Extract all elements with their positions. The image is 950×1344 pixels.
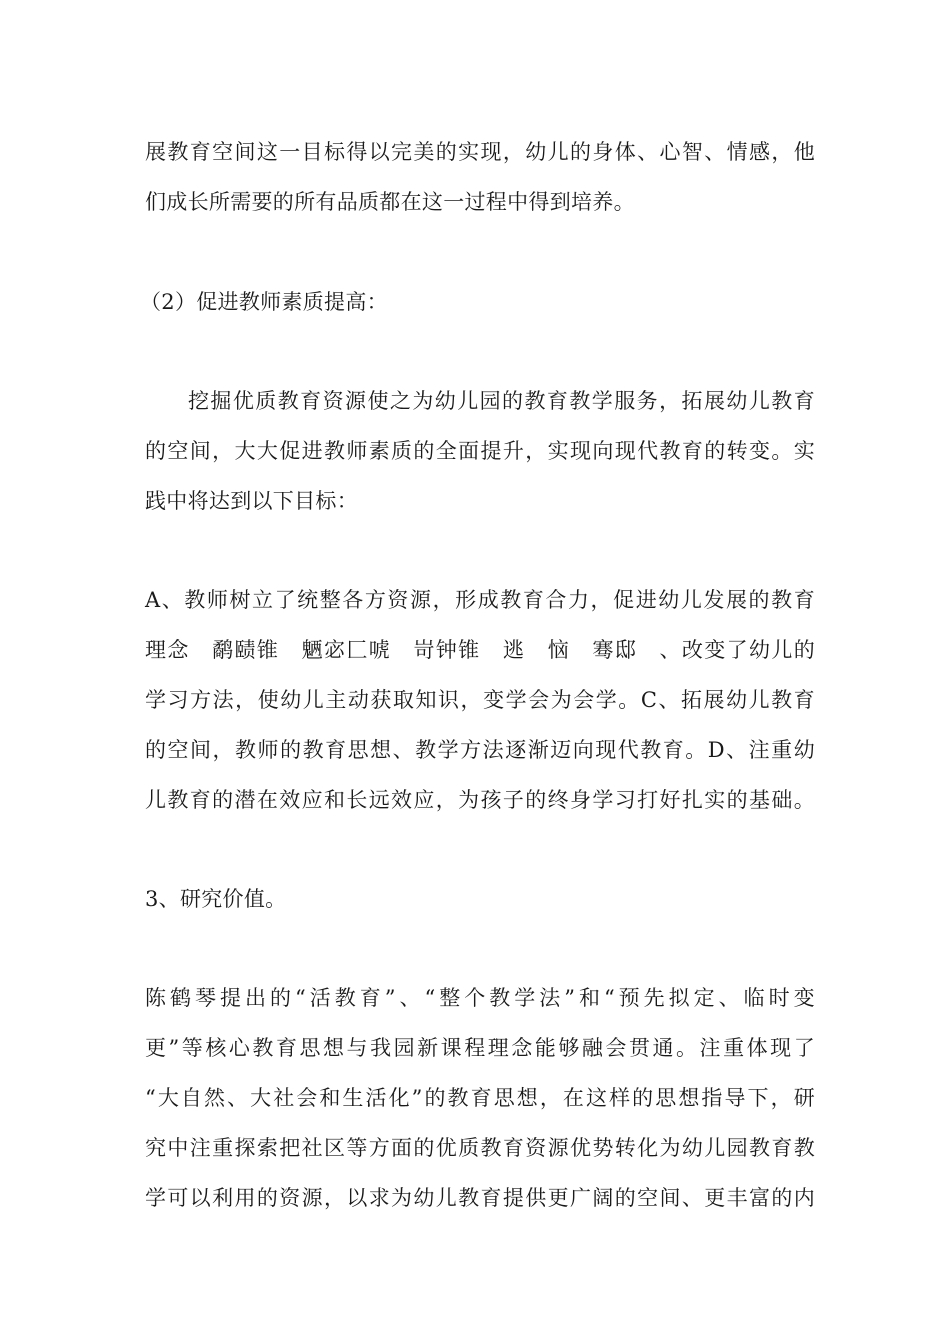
section-heading-2: （2）促进教师素质提高： <box>140 290 388 314</box>
paragraph-3-line-4: 的空间，教师的教育思想、教学方法逐渐迈向现代教育。D、注重幼 <box>145 738 815 762</box>
section-heading-3: 3、研究价值。 <box>145 887 287 911</box>
paragraph-3-line-5: 儿教育的潜在效应和长远效应，为孩子的终身学习打好扎实的基础。 <box>145 788 815 812</box>
paragraph-2-line-1: 挖掘优质教育资源使之为幼儿园的教育教学服务，拓展幼儿教育 <box>188 389 815 413</box>
paragraph-2-line-2: 的空间，大大促进教师素质的全面提升，实现向现代教育的转变。实 <box>145 439 815 463</box>
paragraph-3-line-2: 理念 鹬赜锥 魉宓匚唬 岢钟锥 逃 恼 骞邸 、改变了幼儿的 <box>145 638 815 662</box>
paragraph-3-line-1: A、教师树立了统整各方资源，形成教育合力，促进幼儿发展的教育 <box>145 588 815 612</box>
paragraph-1-line-1: 展教育空间这一目标得以完美的实现，幼儿的身体、心智、情感，他 <box>145 140 815 164</box>
paragraph-4-line-1: 陈鹤琴提出的“活教育”、“整个教学法”和“预先拟定、临时变 <box>145 986 815 1010</box>
paragraph-2-line-3: 践中将达到以下目标： <box>145 489 358 513</box>
paragraph-4-line-5: 学可以利用的资源，以求为幼儿教育提供更广阔的空间、更丰富的内 <box>145 1186 815 1210</box>
paragraph-4-line-2: 更”等核心教育思想与我园新课程理念能够融会贯通。注重体现了 <box>145 1036 815 1060</box>
paragraph-1-line-2: 们成长所需要的所有品质都在这一过程中得到培养。 <box>145 190 635 214</box>
paragraph-4-line-4: 究中注重探索把社区等方面的优质教育资源优势转化为幼儿园教育教 <box>145 1136 815 1160</box>
paragraph-3-line-3: 学习方法，使幼儿主动获取知识，变学会为会学。C、拓展幼儿教育 <box>145 688 815 712</box>
paragraph-4-line-3: “大自然、大社会和生活化”的教育思想，在这样的思想指导下，研 <box>145 1086 815 1110</box>
